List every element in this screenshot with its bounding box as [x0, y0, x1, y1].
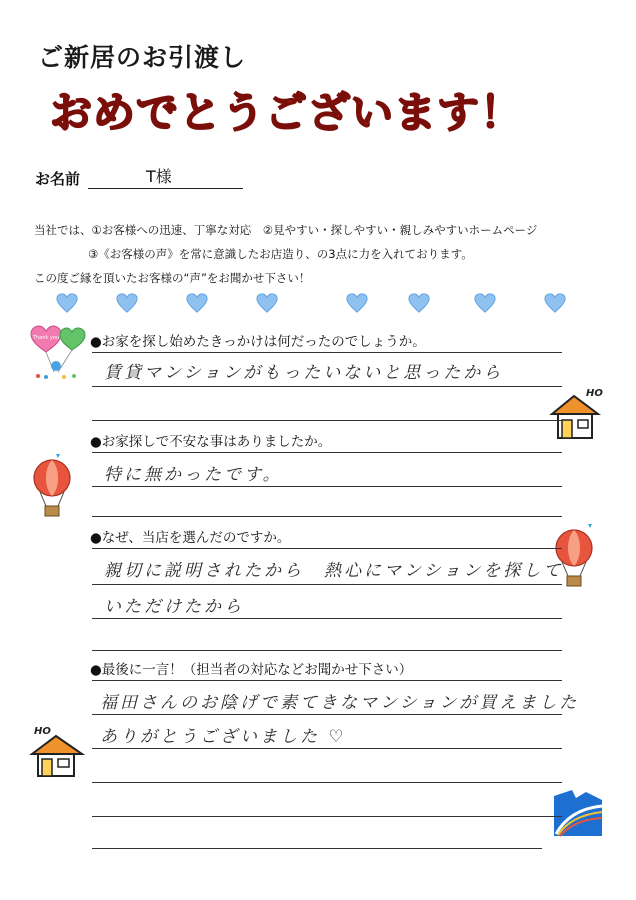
hearts-row [56, 292, 576, 314]
answer-line [92, 486, 562, 487]
house-sign: HO [34, 726, 51, 737]
question-2: ●お家探しで不安な事はありましたか。 [90, 434, 332, 450]
answer-line [92, 848, 542, 849]
house-icon [28, 722, 90, 780]
answer-line [92, 782, 562, 783]
answer-line [92, 584, 562, 585]
answer-line [92, 352, 562, 353]
heart-balloons-icon [28, 322, 90, 380]
answer-line [92, 748, 562, 749]
heart-icon [256, 292, 278, 314]
balloon-text: Thank you [32, 335, 60, 341]
heart-icon [474, 292, 496, 314]
intro-line-1: 当社では、①お客様への迅速、丁寧な対応 ②見やすい・探しやすい・親しみやすいホームページ [34, 223, 538, 237]
question-3: ●なぜ、当店を選んだのですか。 [90, 530, 291, 546]
company-logo [552, 788, 604, 838]
answer-4-line-1: 福田さんのお陰げで素てきなマンションが買えました [100, 693, 580, 713]
intro-line-2: ③《お客様の声》を常に意識したお店造り、の3点に力を入れております。 [88, 247, 473, 261]
answer-2-line-1: 特に無かったです。 [104, 465, 283, 485]
answer-line [92, 618, 562, 619]
answer-3-line-1: 親切に説明されたから 熱心にマンションを探して [104, 561, 564, 581]
page-title: おめでとうございます！ [50, 88, 524, 137]
heart-icon [56, 292, 78, 314]
question-4: ●最後に一言！（担当者の対応などお聞かせ下さい） [90, 662, 413, 678]
name-value: T様 [146, 167, 172, 186]
answer-line [92, 452, 562, 453]
answer-line [92, 714, 562, 715]
answer-line [92, 650, 562, 651]
heart-icon [346, 292, 368, 314]
name-label: お名前 [35, 170, 81, 188]
heart-icon [116, 292, 138, 314]
subtitle: ご新居のお引渡し [38, 43, 247, 72]
question-1: ●お家を探し始めたきっかけは何だったのでしょうか。 [90, 334, 426, 350]
answer-line [92, 420, 562, 421]
house-sign: HO [586, 388, 603, 399]
answer-4-line-2: ありがとうございました ♡ [100, 727, 347, 747]
intro-line-3: この度ご縁を頂いたお客様の“声”をお聞かせ下さい！ [34, 271, 311, 285]
answer-1-line-1: 賃貸マンションがもったいないと思ったから [104, 363, 504, 383]
answer-line [92, 680, 562, 681]
answer-line [92, 516, 562, 517]
heart-icon [544, 292, 566, 314]
house-icon [548, 384, 610, 442]
answer-line [92, 816, 562, 817]
name-underline [88, 188, 243, 189]
answer-3-line-2: いただけたから [104, 597, 244, 617]
answer-line [92, 548, 562, 549]
heart-icon [408, 292, 430, 314]
heart-icon [186, 292, 208, 314]
hot-air-balloon-icon [30, 452, 78, 522]
answer-line [92, 386, 562, 387]
